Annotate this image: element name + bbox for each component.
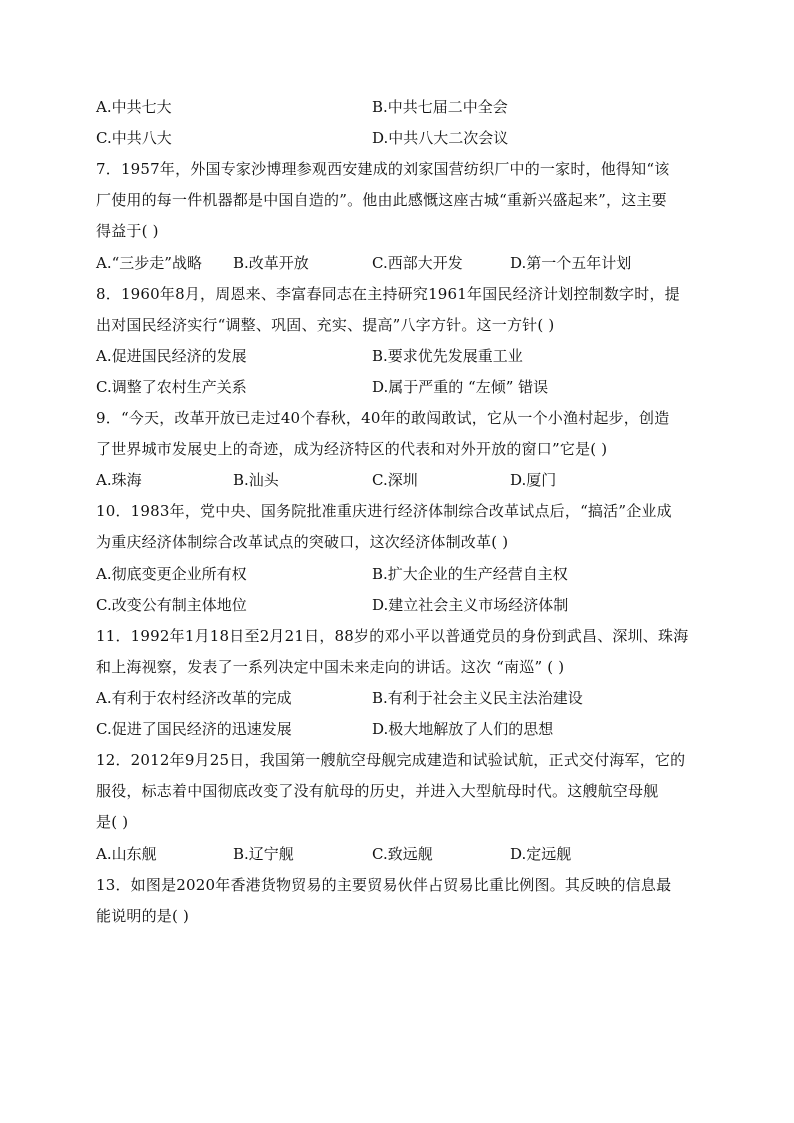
q8-stem-line-1: 8．1960年8月，周恩来、李富春同志在主持研究1961年国民经济计划控制数字时，提 <box>96 285 680 303</box>
q10-option-a: A.彻底变更企业所有权 <box>96 565 247 583</box>
q8-stem-line-2: 出对国民经济实行“调整、巩固、充实、提高”八字方针。这一方针( ) <box>96 316 555 334</box>
q7-stem-line-2: 厂使用的每一件机器都是中国自造的”。他由此感慨这座古城“重新兴盛起来”，这主要 <box>96 191 667 209</box>
q12-option-b: B.辽宁舰 <box>233 845 294 863</box>
q8-option-b: B.要求优先发展重工业 <box>372 347 523 365</box>
q7-option-d: D.第一个五年计划 <box>510 254 632 272</box>
q12-option-d: D.定远舰 <box>510 845 572 863</box>
q9-option-b: B.汕头 <box>233 471 279 489</box>
q6-option-a: A.中共七大 <box>96 98 172 116</box>
q7-option-c: C.西部大开发 <box>372 254 463 272</box>
q7-option-a: A.“三步走”战略 <box>96 254 202 272</box>
q6-option-b: B.中共七届二中全会 <box>372 98 508 116</box>
q10-stem-line-1: 10．1983年，党中央、国务院批准重庆进行经济体制综合改革试点后，“搞活”企业成 <box>96 502 672 520</box>
q13-stem-line-2: 能说明的是( ) <box>96 907 190 925</box>
q8-option-d: D.属于严重的 “左倾” 错误 <box>372 378 549 396</box>
q6-option-d: D.中共八大二次会议 <box>372 129 509 147</box>
q13-stem-line-1: 13．如图是2020年香港货物贸易的主要贸易伙伴占贸易比重比例图。其反映的信息最 <box>96 876 672 894</box>
q10-option-b: B.扩大企业的生产经营自主权 <box>372 565 568 583</box>
q10-option-c: C.改变公有制主体地位 <box>96 596 247 614</box>
q9-stem-line-1: 9．“今天，改革开放已走过40个春秋，40年的敢闯敢试，它从一个小渔村起步，创造 <box>96 409 670 427</box>
q7-stem-line-3: 得益于( ) <box>96 222 159 240</box>
q11-option-c: C.促进了国民经济的迅速发展 <box>96 720 292 738</box>
q7-stem-line-1: 7．1957年，外国专家沙博理参观西安建成的刘家国营纺织厂中的一家时，他得知“该 <box>96 160 670 178</box>
q12-stem-line-2: 服役，标志着中国彻底改变了没有航母的历史，并进入大型航母时代。这艘航空母舰 <box>96 782 659 800</box>
q11-stem-line-2: 和上海视察，发表了一系列决定中国未来走向的讲话。这次 “南巡” ( ) <box>96 658 565 676</box>
q11-option-d: D.极大地解放了人们的思想 <box>372 720 554 738</box>
q7-option-b: B.改革开放 <box>233 254 309 272</box>
q6-option-c: C.中共八大 <box>96 129 172 147</box>
q12-option-c: C.致远舰 <box>372 845 433 863</box>
q10-option-d: D.建立社会主义市场经济体制 <box>372 596 569 614</box>
q11-option-b: B.有利于社会主义民主法治建设 <box>372 689 583 707</box>
q12-option-a: A.山东舰 <box>96 845 157 863</box>
q9-stem-line-2: 了世界城市发展史上的奇迹，成为经济特区的代表和对外开放的窗口”它是( ) <box>96 440 608 458</box>
q8-option-c: C.调整了农村生产关系 <box>96 378 247 396</box>
q10-stem-line-2: 为重庆经济体制综合改革试点的突破口，这次经济体制改革( ) <box>96 533 509 551</box>
q9-option-d: D.厦门 <box>510 471 557 489</box>
q12-stem-line-3: 是( ) <box>96 813 129 831</box>
q9-option-a: A.珠海 <box>96 471 142 489</box>
q9-option-c: C.深圳 <box>372 471 418 489</box>
q11-option-a: A.有利于农村经济改革的完成 <box>96 689 292 707</box>
q11-stem-line-1: 11．1992年1月18日至2月21日，88岁的邓小平以普通党员的身份到武昌、深圳、珠海 <box>96 627 689 645</box>
q8-option-a: A.促进国民经济的发展 <box>96 347 247 365</box>
q12-stem-line-1: 12．2012年9月25日，我国第一艘航空母舰完成建造和试验试航，正式交付海军，它的 <box>96 751 686 769</box>
